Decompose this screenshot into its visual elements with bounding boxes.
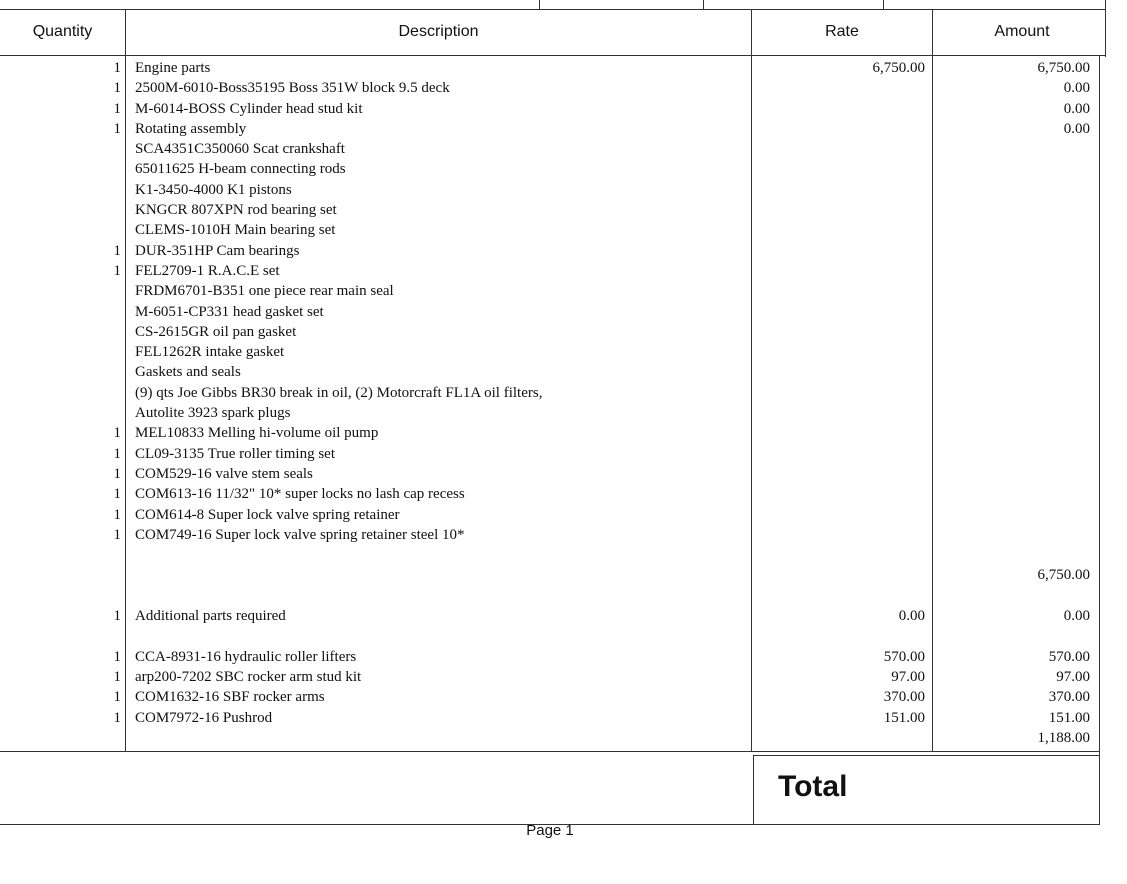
header-amount: Amount <box>994 23 1050 40</box>
amount-column <box>940 58 1090 748</box>
rate-cell: 97.00 <box>891 668 925 685</box>
rate-cell: 151.00 <box>883 709 925 726</box>
description-cell: DUR-351HP Cam bearings <box>135 242 300 259</box>
description-cell: COM529-16 valve stem seals <box>135 465 313 482</box>
description-cell: CL09-3135 True roller timing set <box>135 445 335 462</box>
rate-cell <box>760 403 925 423</box>
rate-cell <box>760 626 925 646</box>
rate-cell <box>760 159 925 179</box>
description-cell: Engine parts <box>135 60 211 76</box>
quantity-cell: 1 <box>113 506 121 523</box>
quantity-cell <box>0 383 121 403</box>
description-cell: MEL10833 Melling hi-volume oil pump <box>135 425 379 442</box>
description-cell: COM614-8 Super lock valve spring retainer <box>135 506 400 523</box>
amount-cell <box>940 220 1090 240</box>
page-footer: Page 1 <box>526 822 574 839</box>
quantity-cell <box>0 586 121 606</box>
description-cell: M-6051-CP331 head gasket set <box>135 303 324 320</box>
quantity-cell <box>0 139 121 159</box>
quantity-cell: 1 <box>113 120 121 137</box>
quantity-cell: 1 <box>113 709 121 726</box>
description-cell: (9) qts Joe Gibbs BR30 break in oil, (2) Motorcraft FL1A oil filters, <box>135 384 543 401</box>
rate-cell <box>760 545 925 565</box>
rate-cell <box>760 200 925 220</box>
amount-cell <box>940 586 1090 606</box>
amount-cell <box>940 505 1090 525</box>
quantity-cell: 1 <box>113 486 121 503</box>
header-quantity: Quantity <box>32 23 93 40</box>
description-cell: M-6014-BOSS Cylinder head stud kit <box>135 100 363 117</box>
rate-cell: 370.00 <box>883 689 925 706</box>
amount-cell <box>940 322 1090 342</box>
description-cell: COM7972-16 Pushrod <box>135 709 273 726</box>
description-cell: K1-3450-4000 K1 pistons <box>135 181 292 198</box>
rate-cell <box>760 322 925 342</box>
quantity-cell <box>0 403 121 423</box>
description-cell: Rotating assembly <box>135 120 247 137</box>
amount-cell <box>940 302 1090 322</box>
amount-cell <box>940 139 1090 159</box>
amount-cell <box>940 464 1090 484</box>
rate-cell <box>760 302 925 322</box>
rate-column <box>760 58 925 748</box>
rate-cell <box>760 78 925 98</box>
amount-cell <box>940 241 1090 261</box>
total-top-border <box>753 755 1100 756</box>
quantity-cell: 1 <box>113 100 121 117</box>
quantity-cell <box>0 180 121 200</box>
rate-cell <box>760 261 925 281</box>
description-cell: KNGCR 807XPN rod bearing set <box>135 202 337 219</box>
amount-cell <box>940 423 1090 443</box>
quantity-cell: 1 <box>113 668 121 685</box>
rate-cell <box>760 139 925 159</box>
quantity-cell <box>0 362 121 382</box>
amount-cell <box>940 281 1090 301</box>
rate-cell <box>760 423 925 443</box>
quantity-cell: 1 <box>113 689 121 706</box>
quantity-cell: 1 <box>113 60 121 76</box>
amount-cell: 6,750.00 <box>1037 567 1090 584</box>
rate-cell <box>760 180 925 200</box>
rate-cell <box>760 444 925 464</box>
total-label: Total <box>778 770 848 803</box>
description-cell <box>135 565 745 585</box>
rate-cell <box>760 281 925 301</box>
description-cell <box>135 626 745 646</box>
description-cell: CS-2615GR oil pan gasket <box>135 323 297 340</box>
body-bottom-border <box>0 751 1100 752</box>
description-cell <box>135 545 745 565</box>
quantity-cell: 1 <box>113 445 121 462</box>
description-cell: arp200-7202 SBC rocker arm stud kit <box>135 668 362 685</box>
rate-cell <box>760 383 925 403</box>
description-cell: CCA-8931-16 hydraulic roller lifters <box>135 648 357 665</box>
rate-cell <box>760 586 925 606</box>
rate-cell: 0.00 <box>898 608 925 625</box>
body-right-border <box>1099 55 1100 825</box>
quantity-cell <box>0 342 121 362</box>
total-left-border <box>753 755 754 825</box>
amount-cell <box>940 444 1090 464</box>
header-bottom-border <box>0 55 1106 56</box>
rate-amount-divider <box>932 9 933 751</box>
amount-cell: 6,750.00 <box>1037 60 1090 76</box>
rate-cell <box>760 119 925 139</box>
description-cell <box>135 586 745 606</box>
description-cell: COM613-16 11/32" 10* super locks no lash cap recess <box>135 486 465 503</box>
amount-cell <box>940 342 1090 362</box>
quantity-cell <box>0 565 121 585</box>
amount-cell: 151.00 <box>1048 709 1090 726</box>
quantity-cell: 1 <box>113 526 121 543</box>
desc-rate-divider <box>751 9 752 751</box>
quantity-cell <box>0 322 121 342</box>
rate-cell <box>760 241 925 261</box>
amount-cell: 0.00 <box>1063 608 1090 625</box>
amount-cell: 0.00 <box>1063 100 1090 117</box>
rate-cell: 6,750.00 <box>872 60 925 76</box>
quantity-cell: 1 <box>113 608 121 625</box>
header-rate: Rate <box>825 23 859 40</box>
quantity-cell: 1 <box>113 425 121 442</box>
qty-desc-divider <box>125 9 126 751</box>
amount-cell <box>940 261 1090 281</box>
description-cell: 65011625 H-beam connecting rods <box>135 161 346 178</box>
header-description: Description <box>398 23 479 40</box>
amount-cell <box>940 200 1090 220</box>
description-cell: COM1632-16 SBF rocker arms <box>135 689 325 706</box>
amount-cell <box>940 484 1090 504</box>
description-cell: Autolite 3923 spark plugs <box>135 405 291 422</box>
quantity-cell <box>0 626 121 646</box>
rate-cell <box>760 525 925 545</box>
rate-cell <box>760 464 925 484</box>
amount-cell <box>940 545 1090 565</box>
quantity-cell <box>0 220 121 240</box>
description-cell <box>135 728 745 748</box>
rate-cell <box>760 728 925 748</box>
rate-cell <box>760 99 925 119</box>
rate-cell <box>760 362 925 382</box>
description-cell: 2500M-6010-Boss35195 Boss 351W block 9.5 deck <box>135 80 450 97</box>
amount-cell <box>940 383 1090 403</box>
quantity-column <box>0 58 121 748</box>
rate-cell <box>760 342 925 362</box>
amount-cell <box>940 525 1090 545</box>
amount-cell <box>940 362 1090 382</box>
rate-cell <box>760 565 925 585</box>
rate-cell <box>760 484 925 504</box>
description-cell: Gaskets and seals <box>135 364 241 381</box>
amount-cell: 97.00 <box>1056 668 1090 685</box>
amount-cell <box>940 159 1090 179</box>
quantity-cell <box>0 159 121 179</box>
description-cell: FEL1262R intake gasket <box>135 344 285 361</box>
amount-cell: 1,188.00 <box>1037 729 1090 746</box>
quantity-cell: 1 <box>113 465 121 482</box>
quantity-cell: 1 <box>113 648 121 665</box>
quantity-cell <box>0 281 121 301</box>
description-cell: COM749-16 Super lock valve spring retainer steel 10* <box>135 526 465 543</box>
quantity-cell: 1 <box>113 80 121 97</box>
description-cell: CLEMS-1010H Main bearing set <box>135 222 336 239</box>
quantity-cell <box>0 200 121 220</box>
amount-cell: 370.00 <box>1048 689 1090 706</box>
description-cell: FEL2709-1 R.A.C.E set <box>135 262 280 279</box>
rate-cell <box>760 220 925 240</box>
amount-cell: 0.00 <box>1063 80 1090 97</box>
amount-cell <box>940 180 1090 200</box>
description-cell: SCA4351C350060 Scat crankshaft <box>135 141 345 158</box>
amount-cell <box>940 403 1090 423</box>
amount-cell <box>940 626 1090 646</box>
amount-cell: 0.00 <box>1063 120 1090 137</box>
quantity-cell <box>0 302 121 322</box>
quantity-cell <box>0 728 121 748</box>
quantity-cell: 1 <box>113 242 121 259</box>
quantity-cell <box>0 545 121 565</box>
rate-cell: 570.00 <box>883 648 925 665</box>
description-cell: FRDM6701-B351 one piece rear main seal <box>135 283 394 300</box>
amount-cell: 570.00 <box>1048 648 1090 665</box>
description-column <box>135 58 745 748</box>
quantity-cell: 1 <box>113 262 121 279</box>
description-cell: Additional parts required <box>135 608 286 625</box>
rate-cell <box>760 505 925 525</box>
